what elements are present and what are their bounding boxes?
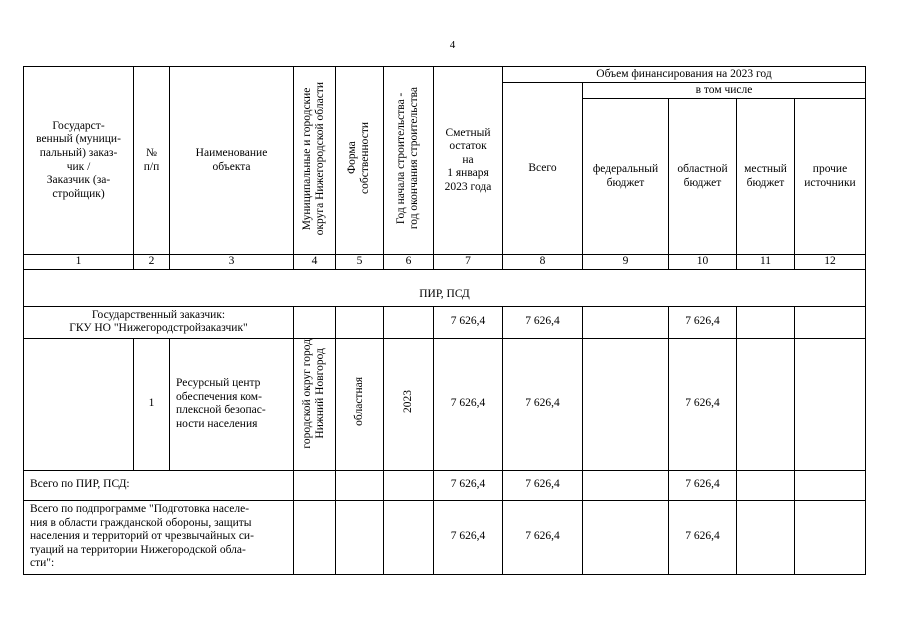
header-districts: Муниципальные и городские округа Нижегородской области [294,67,336,255]
column-number: 5 [336,255,384,270]
financing-table [23,66,866,575]
total-pir-total: 7 626,4 [503,470,583,500]
page-number: 4 [449,39,456,51]
customer-total: 7 626,4 [503,306,583,338]
header-number: № п/п [134,67,170,255]
total-pir-label: Всего по ПИР, ПСД: [24,470,294,500]
total-pir-regional: 7 626,4 [669,470,737,500]
object-year: 2023 [384,338,434,470]
customer-regional: 7 626,4 [669,306,737,338]
header-ownership: Форма собственности [336,67,384,255]
column-number: 9 [583,255,669,270]
object-district: городской округ город Нижний Новгород [294,338,336,470]
subprogram-label: Всего по подпрограмме "Подготовка населе- ния в области гражданской обороны, защиты населения и территорий от чрезвычайных си- туаций на территории Нижегородской обла- сти": [24,500,294,574]
header-other: прочие источники [795,99,866,255]
section-title: ПИР, ПСД [24,269,866,306]
column-numbers-row [24,255,866,270]
object-number: 1 [134,338,170,470]
object-ownership: областная [336,338,384,470]
header-estimate-balance: Сметный остаток на 1 января 2023 года [434,67,503,255]
column-number: 7 [434,255,503,270]
header-construction-years: Год начала строительства - год окончания строительства [384,67,434,255]
header-regional: областной бюджет [669,99,737,255]
column-number: 8 [503,255,583,270]
object-total: 7 626,4 [503,338,583,470]
header-including: в том числе [583,83,866,99]
customer-row [24,306,866,338]
customer-estimate: 7 626,4 [434,306,503,338]
subprogram-total: 7 626,4 [503,500,583,574]
header-financing: Объем финансирования на 2023 год [503,67,866,83]
subprogram-regional: 7 626,4 [669,500,737,574]
object-regional: 7 626,4 [669,338,737,470]
column-number: 2 [134,255,170,270]
object-name: Ресурсный центр обеспечения ком- плексной безопас- ности населения [170,338,294,470]
object-estimate: 7 626,4 [434,338,503,470]
subprogram-estimate: 7 626,4 [434,500,503,574]
column-number: 1 [24,255,134,270]
header-customer: Государст- венный (муници- пальный) заказ- чик / Заказчик (за- стройщик) [24,67,134,255]
header-local: местный бюджет [737,99,795,255]
header-total: Всего [503,83,583,255]
header-object-name: Наименование объекта [170,67,294,255]
column-number: 12 [795,255,866,270]
customer-label: Государственный заказчик: ГКУ НО "Нижегородстройзаказчик" [24,306,294,338]
subprogram-total-row [24,500,866,574]
header-federal: федеральный бюджет [583,99,669,255]
object-row [24,338,866,470]
section-row [24,269,866,306]
column-number: 3 [170,255,294,270]
total-pir-estimate: 7 626,4 [434,470,503,500]
column-number: 10 [669,255,737,270]
column-number: 6 [384,255,434,270]
total-pir-row [24,470,866,500]
column-number: 4 [294,255,336,270]
column-number: 11 [737,255,795,270]
